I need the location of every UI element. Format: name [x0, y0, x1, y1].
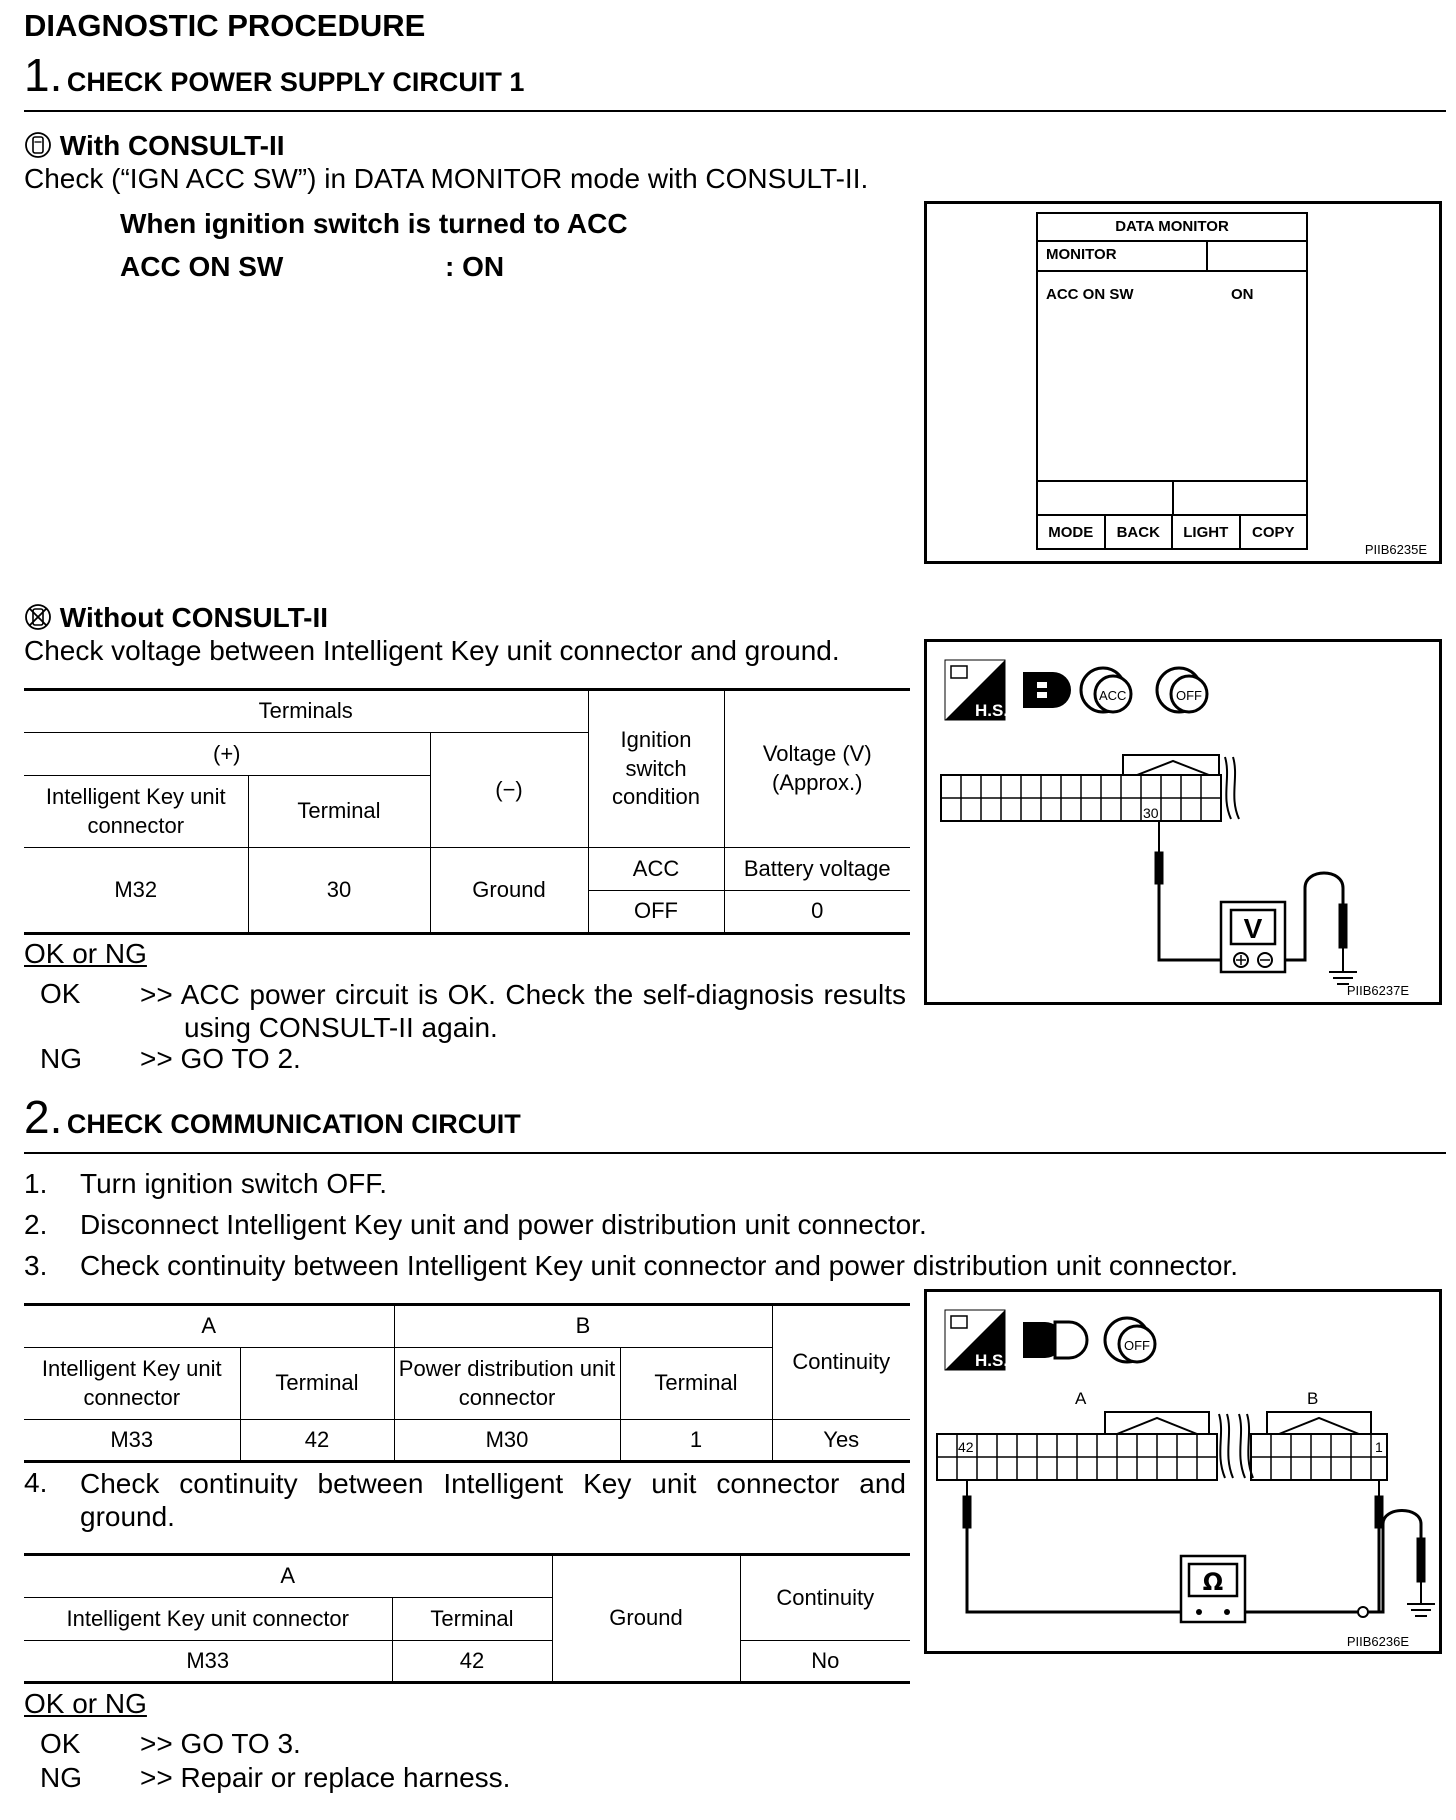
- instruction-4: [24, 1467, 906, 1532]
- terminal-header: Terminal: [248, 776, 430, 848]
- mode-button[interactable]: MODE: [1038, 516, 1106, 550]
- without-consult-label: Without CONSULT-II: [59, 602, 329, 633]
- without-consult-heading: [24, 602, 328, 634]
- monitor-item: ACC ON SW: [1046, 286, 1134, 303]
- step1-title: CHECK POWER SUPPLY CIRCUIT 1: [66, 67, 525, 97]
- key-acc-icon: [1081, 668, 1131, 712]
- figure-code: PIIB6237E: [1346, 983, 1409, 998]
- step1-heading: [24, 48, 524, 102]
- b-connector-cell: M30: [394, 1420, 620, 1462]
- without-consult-instruction: Check voltage between Intelligent Key unit connector and ground.: [24, 635, 840, 666]
- b-terminal-header: Terminal: [620, 1348, 772, 1420]
- ignition-header: Ignition switch condition: [588, 690, 724, 848]
- ok-key: OK: [40, 1728, 81, 1759]
- ng-result: >> Repair or replace harness.: [140, 1762, 511, 1793]
- connector-header: Intelligent Key unit connector: [24, 776, 248, 848]
- terminal-cell: 30: [248, 848, 430, 934]
- col-a-header: A: [24, 1555, 552, 1598]
- ok-ng-label: OK or NG: [24, 1688, 147, 1719]
- ground-header: Ground: [552, 1555, 740, 1683]
- connector-b-label: B: [1307, 1389, 1319, 1408]
- monitor-header-row: [1038, 240, 1306, 272]
- hs-icon: [945, 660, 1008, 720]
- monitor-col-label: MONITOR: [1046, 246, 1117, 263]
- connector-icon: [1023, 672, 1071, 708]
- continuity-header: Continuity: [772, 1305, 910, 1420]
- instruction-2: [24, 1209, 927, 1241]
- col-b-header: B: [394, 1305, 772, 1348]
- voltage-check-figure: [924, 639, 1442, 1005]
- ok-ng-label: OK or NG: [24, 938, 147, 969]
- step2-heading: [24, 1090, 521, 1144]
- key-off-label: OFF: [1124, 1338, 1150, 1353]
- with-consult-instruction: Check (“IGN ACC SW”) in DATA MONITOR mode with CONSULT-II.: [24, 163, 869, 194]
- ground-cell: Ground: [430, 848, 588, 934]
- continuity-check-figure: [924, 1289, 1442, 1654]
- hs-label: H.S.: [975, 701, 1009, 720]
- b-connector-header: Power distribution unit connector: [394, 1348, 620, 1420]
- condition-cell: OFF: [588, 891, 724, 934]
- instruction-number: 4.: [24, 1467, 48, 1498]
- acc-on-sw-value: : ON: [445, 251, 505, 282]
- step2-rule: [24, 1152, 1446, 1154]
- ng-key: NG: [40, 1762, 82, 1793]
- voltage-cell: Battery voltage: [724, 848, 910, 891]
- monitor-divider-v: [1172, 480, 1174, 514]
- ng-result: >> GO TO 2.: [140, 1043, 301, 1074]
- figure-code: PIIB6236E: [1346, 1634, 1409, 1649]
- connector-a-label: A: [1075, 1389, 1087, 1408]
- voltage-table: [24, 688, 910, 935]
- continuity-header: Continuity: [740, 1555, 910, 1641]
- step1-rule: [24, 110, 1446, 112]
- a-terminal-header: Terminal: [240, 1348, 394, 1420]
- terminal-header: Terminal: [392, 1598, 552, 1641]
- figure-code: PIIB6235E: [1364, 542, 1427, 557]
- ok-result: >> GO TO 3.: [140, 1728, 301, 1759]
- a-terminal-cell: 42: [240, 1420, 394, 1462]
- continuity-table-ground: [24, 1553, 910, 1684]
- voltmeter-label: V: [1243, 913, 1263, 944]
- key-off-label: OFF: [1176, 688, 1202, 703]
- ok-result: >> ACC power circuit is OK. Check the self-diagnosis results using CONSULT-II again.: [140, 979, 906, 1043]
- step2-number: 2.: [24, 1091, 63, 1143]
- step1-number: 1.: [24, 49, 63, 101]
- connector-b: [1239, 1412, 1387, 1480]
- instruction-text: Disconnect Intelligent Key unit and power distribution unit connector.: [80, 1209, 927, 1240]
- with-consult-label: With CONSULT-II: [59, 130, 285, 161]
- instruction-1: [24, 1168, 388, 1200]
- connector-diagram: [941, 755, 1239, 821]
- back-button[interactable]: BACK: [1106, 516, 1174, 550]
- instruction-number: 2.: [24, 1209, 48, 1240]
- connector-a: [937, 1412, 1233, 1480]
- data-monitor-title: DATA MONITOR: [1038, 214, 1306, 242]
- data-monitor-screen: [1036, 212, 1308, 550]
- ok-key: OK: [40, 978, 81, 1009]
- no-consult-icon: [24, 603, 52, 631]
- ng-key: NG: [40, 1043, 82, 1074]
- instruction-number: 3.: [24, 1250, 48, 1281]
- monitor-value: ON: [1231, 286, 1254, 303]
- key-off-icon: [1157, 668, 1207, 712]
- connector-cell: M32: [24, 848, 248, 934]
- continuity-table-ab: [24, 1303, 910, 1463]
- instruction-text: Turn ignition switch OFF.: [80, 1168, 388, 1199]
- continuity-check-diagram: [927, 1292, 1439, 1651]
- pin-1-label: 1: [1375, 1439, 1383, 1455]
- col-a-header: A: [24, 1305, 394, 1348]
- voltage-check-diagram: [927, 642, 1439, 1002]
- hs-icon: [945, 1310, 1008, 1370]
- plus-header: (+): [24, 733, 430, 776]
- terminal-cell: 42: [392, 1641, 552, 1683]
- hs-label: H.S.: [975, 1351, 1009, 1370]
- connector-cell: M33: [24, 1641, 392, 1683]
- instruction-text: Check continuity between Intelligent Key unit connector and power distribution unit connector.: [80, 1250, 1239, 1281]
- a-connector-header: Intelligent Key unit connector: [24, 1348, 240, 1420]
- continuity-cell: No: [740, 1641, 910, 1683]
- minus-header: (−): [430, 733, 588, 848]
- pin-42-label: 42: [958, 1439, 974, 1455]
- disconnect-connector-icon: [1023, 1322, 1087, 1358]
- voltmeter-icon: [1221, 902, 1285, 972]
- with-consult-heading: [24, 130, 285, 162]
- b-terminal-cell: 1: [620, 1420, 772, 1462]
- page-title: DIAGNOSTIC PROCEDURE: [24, 8, 426, 43]
- data-monitor-figure: [924, 201, 1442, 564]
- acc-on-sw-label: ACC ON SW: [120, 251, 284, 282]
- terminals-header: Terminals: [24, 690, 588, 733]
- voltage-cell: 0: [724, 891, 910, 934]
- instruction-text: Check continuity between Intelligent Key unit connector and ground.: [80, 1468, 906, 1532]
- copy-button[interactable]: COPY: [1251, 524, 1295, 541]
- connector-header: Intelligent Key unit connector: [24, 1598, 392, 1641]
- instruction-number: 1.: [24, 1168, 48, 1199]
- instruction-3: [24, 1250, 1239, 1282]
- condition-cell: ACC: [588, 848, 724, 891]
- key-acc-label: ACC: [1099, 688, 1127, 703]
- monitor-col-divider: [1206, 240, 1208, 270]
- voltage-header: Voltage (V) (Approx.): [724, 690, 910, 848]
- acc-condition: When ignition switch is turned to ACC: [120, 208, 628, 239]
- key-off-icon: [1105, 1318, 1155, 1362]
- consult-icon: [24, 131, 52, 159]
- monitor-buttons: [1038, 514, 1306, 550]
- ohmmeter-label: Ω: [1202, 1568, 1224, 1596]
- ohmmeter-icon: [1181, 1556, 1245, 1622]
- step2-title: CHECK COMMUNICATION CIRCUIT: [66, 1109, 521, 1139]
- pin-30-label: 30: [1143, 805, 1159, 821]
- a-connector-cell: M33: [24, 1420, 240, 1462]
- continuity-cell: Yes: [772, 1420, 910, 1462]
- light-button[interactable]: LIGHT: [1173, 516, 1241, 550]
